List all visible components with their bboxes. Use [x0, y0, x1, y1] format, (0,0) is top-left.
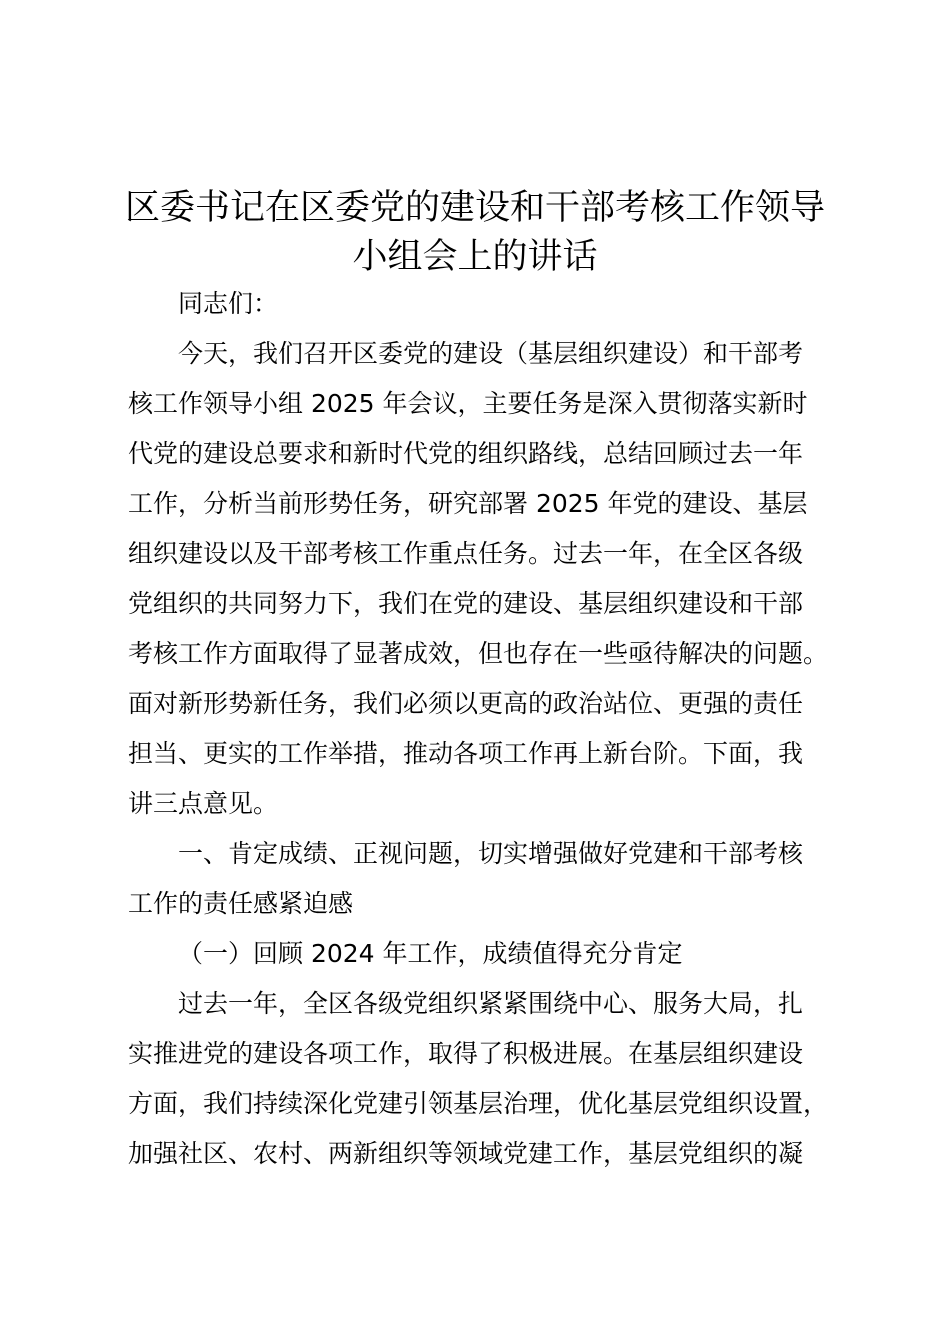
salutation: 同志们： — [178, 289, 279, 318]
subsection-1-heading: （一）回顾 2024 年工作，成绩值得充分肯定 — [178, 939, 683, 968]
paragraph-2-line: 方面，我们持续深化党建引领基层治理，优化基层党组织设置， — [128, 1089, 829, 1118]
paragraph-2-line: 实推进党的建设各项工作，取得了积极进展。在基层组织建设 — [128, 1039, 804, 1068]
paragraph-1-line: 代党的建设总要求和新时代党的组织路线，总结回顾过去一年 — [128, 439, 804, 468]
document-title-line-2: 小组会上的讲话 — [352, 237, 598, 277]
paragraph-1-line: 党组织的共同努力下，我们在党的建设、基层组织建设和干部 — [128, 589, 804, 618]
paragraph-1-line: 担当、更实的工作举措，推动各项工作再上新台阶。下面，我 — [128, 739, 804, 768]
paragraph-2-line: 加强社区、农村、两新组织等领域党建工作，基层党组织的凝 — [128, 1139, 804, 1168]
document-title-line-1: 区委书记在区委党的建设和干部考核工作领导 — [124, 188, 825, 228]
paragraph-1-line: 考核工作方面取得了显著成效，但也存在一些亟待解决的问题。 — [128, 639, 829, 668]
paragraph-1-line: 面对新形势新任务，我们必须以更高的政治站位、更强的责任 — [128, 689, 804, 718]
paragraph-1-line: 讲三点意见。 — [128, 789, 279, 818]
section-1-heading-line: 一、肯定成绩、正视问题，切实增强做好党建和干部考核 — [178, 839, 804, 868]
paragraph-1-line: 组织建设以及干部考核工作重点任务。过去一年，在全区各级 — [128, 539, 804, 568]
paragraph-1-line: 工作，分析当前形势任务，研究部署 2025 年党的建设、基层 — [128, 489, 808, 518]
paragraph-2-line: 过去一年，全区各级党组织紧紧围绕中心、服务大局，扎 — [178, 989, 804, 1018]
section-1-heading-line: 工作的责任感紧迫感 — [128, 889, 354, 918]
paragraph-1-line: 今天，我们召开区委党的建设（基层组织建设）和干部考 — [178, 339, 804, 368]
paragraph-1-line: 核工作领导小组 2025 年会议，主要任务是深入贯彻落实新时 — [128, 389, 808, 418]
